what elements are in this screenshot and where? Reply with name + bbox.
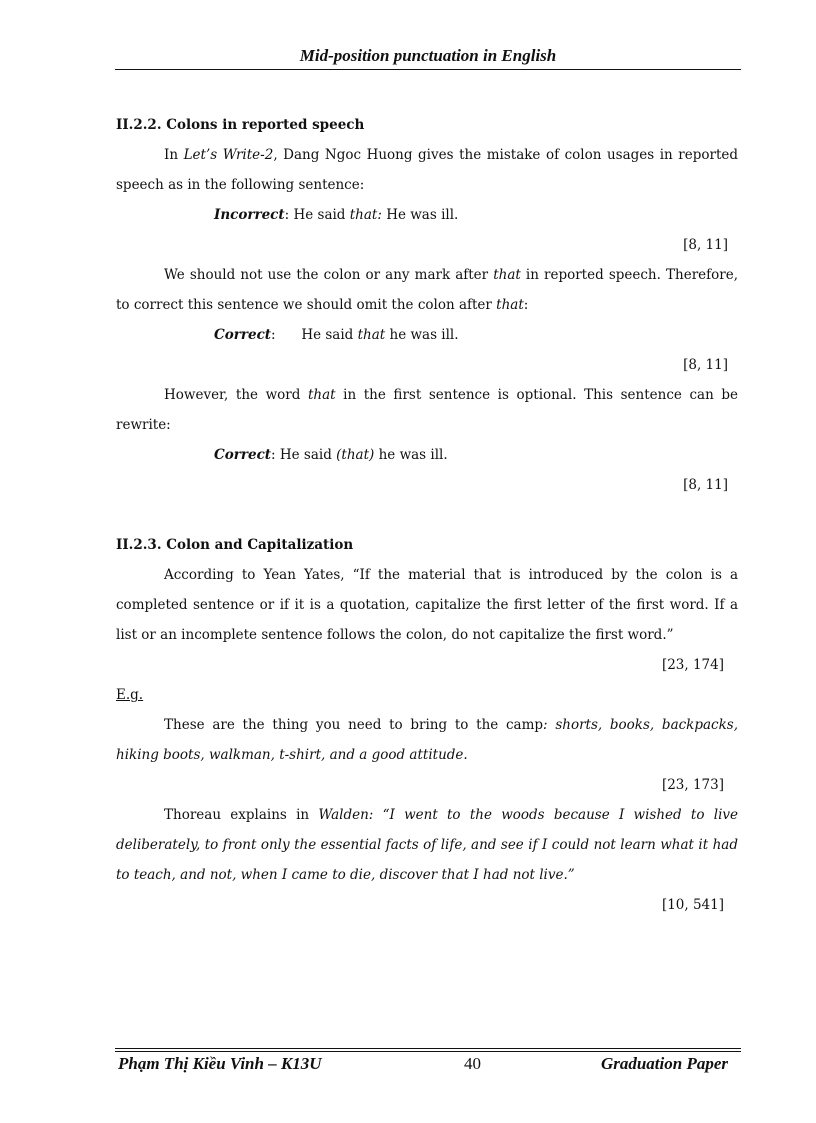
example-incorrect [116,200,738,230]
paragraph [116,800,738,890]
text-span: We should not use the colon or any mark after [164,267,494,283]
text-span: : [523,297,529,313]
text-span: Thoreau explains in [164,807,319,823]
example-correct [116,440,738,470]
quotation: Walden: “I went to the woods because I wished to live deliberately, to front only the essential facts of life, and see if I could not learn what it had to teach, and not, when I came to die, discover that I had not live.” [116,807,738,883]
citation: [23, 174] [661,657,724,673]
example-correct [116,320,738,350]
citation: [8, 11] [683,237,728,253]
footer-author: Phạm Thị Kiều Vinh – K13U [118,1054,322,1073]
footer-label: Graduation Paper [600,1054,728,1073]
example-label: Incorrect [214,207,285,223]
text-span: , Dang Ngoc Huong gives the mistake of colon usages in reported speech as in the following sentence: [116,147,739,193]
emphasis: that [307,387,336,403]
text-span: in the first sentence is optional. This sentence can be rewrite: [116,387,738,433]
emphasis: that [357,327,386,343]
example-marker [116,680,738,710]
paragraph [116,380,738,440]
paragraph [116,140,738,200]
example-label: Correct [214,327,272,343]
text-span: he was ill. [374,447,448,463]
running-footer [118,1054,728,1078]
citation: [23, 173] [661,777,724,793]
section-heading-colon-capitalization: II.2.3. Colon and Capitalization [116,537,354,553]
footer-rule [115,1048,741,1049]
text-span: : He said [271,447,337,463]
citation: [8, 11] [683,477,728,493]
paragraph [116,710,738,770]
text-span: However, the word [164,387,308,403]
example-label: Correct [214,447,272,463]
citation: [8, 11] [683,357,728,373]
text-span: in reported speech. Therefore, to correct this sentence we should omit the colon after [116,267,738,313]
text-span: He was ill. [381,207,459,223]
emphasis: (that) [336,447,375,463]
spacer [116,500,738,530]
header-rule [115,69,741,70]
footer-rule [115,1051,741,1052]
book-title: Let’s Write-2 [183,147,274,163]
page-number: 40 [464,1054,481,1073]
text-span: These are the thing you need to bring to the camp [164,717,544,733]
section-heading-colons-reported-speech: II.2.2. Colons in reported speech [116,117,365,133]
text-span: : He said [284,207,350,223]
emphasis: that [496,297,524,313]
emphasis: that [493,267,521,283]
paragraph: According to Yean Yates, “If the material that is introduced by the colon is a completed sentence or if it is a quotation, capitalize the first letter of the first word. If a list or an incomplete sentence follows the colon, do not capitalize the first word.” [116,567,738,643]
running-header: Mid-position punctuation in English [299,46,557,65]
page-body [116,110,738,920]
citation: [10, 541] [661,897,724,913]
emphasis: that: [349,207,382,223]
emphasis: : shorts, books, backpacks, hiking boots, walkman, t-shirt, and a good attitude. [116,717,739,763]
paragraph [116,260,738,320]
text-span: : He said [271,327,358,343]
eg-label: E.g. [116,687,144,703]
text-span: he was ill. [385,327,459,343]
text-span: In [164,147,184,163]
